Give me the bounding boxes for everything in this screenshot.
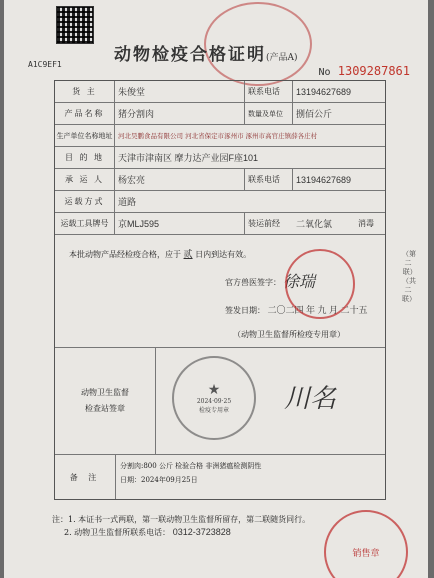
owner-phone-label: 联系电话 [245,81,293,102]
carrier-phone-label: 联系电话 [245,169,293,190]
title-text: 动物检疫合格证明 [114,45,266,65]
vet-signature-label: 官方兽医签字： [225,278,281,287]
copy-indicator: （第二联）（共二联） [402,250,416,303]
supervision-stamp-area [156,348,385,454]
quantity-value: 捌佰公斤 [296,109,333,119]
serial-value: 1309287861 [337,64,410,78]
notes [52,514,310,539]
remarks-line2: 日期：2024年09月25日 [120,476,198,484]
supervision-label [55,348,156,454]
product-row [55,103,385,125]
owner-row [55,81,385,103]
remarks-label: 备 注 [55,455,116,499]
carrier-value: 杨宏亮 [115,169,245,190]
certificate-title [114,40,298,65]
note-line2 [52,526,310,539]
quantity-label: 数量及单位 [245,103,293,124]
vet-signature: 徐瑞 [283,274,316,291]
producer-row [55,125,385,147]
vehicle-label: 运载工具牌号 [55,213,115,234]
checkpoint-stamp [172,356,256,440]
product-label: 产品名称 [55,103,115,124]
carrier-label: 承 运 人 [55,169,115,190]
statement-text-b: 日内到达有效。 [195,250,252,259]
destination-label: 目 的 地 [55,147,115,168]
issue-date-value: 二〇二四 年 九 月 二十五 [267,305,368,315]
statement-line [69,247,251,260]
disinfect-suffix: 消毒 [358,219,374,228]
remarks-section [55,455,385,499]
owner-phone: 13194627689 [296,86,352,97]
disinfect-value: 二氧化氯 [296,219,333,229]
transport-label: 运载方式 [55,191,115,212]
statement-text-a: 本批动物产品经检疫合格，应于 [69,250,181,259]
owner-value: 朱俊堂 [115,81,245,102]
supervision-label-line2: 检查站签章 [85,404,125,413]
note-line1: 注：1. 本证书一式两联，第一联动物卫生监督所留存，第二联随货同行。 [52,515,311,524]
destination-value: 天津市津南区 摩力达产业园F座101 [118,153,259,163]
issue-date-label: 签发日期： [225,306,265,315]
supervision-label-line1: 动物卫生监督 [81,388,129,397]
stamp-text: 检疫专用章 [198,407,229,414]
certificate-page [4,0,428,578]
vehicle-row [55,213,385,235]
vehicle-value: 京MLJ595 [115,213,245,234]
disinfect-label: 装运前经 [248,219,280,228]
product-value: 猪分割肉 [115,103,245,124]
supervision-section [55,348,385,455]
transport-value: 道路 [118,197,137,207]
certificate-form [54,80,386,500]
carrier-phone: 13194627689 [296,174,352,185]
qr-code [56,6,94,44]
sales-stamp [324,510,408,578]
seal-caption: （动物卫生监督所检疫专用章） [233,330,345,339]
title-suffix: (产品A) [266,53,298,63]
contact-phone: 0312-3723828 [172,527,231,537]
quarantine-seal [285,249,355,319]
remarks-line1: 分割肉:800 公斤 检验合格 非洲猪瘟检测阴性 [120,462,262,470]
star-icon: ★ [207,382,221,398]
statement-section [55,235,385,348]
owner-label: 货 主 [55,81,115,102]
inspector-signature: 川名 [284,384,337,413]
producer-value: 河北昊鹏食品有限公司 河北省保定市涿州市 涿州市高官庄镇薛各庄村 [118,132,318,140]
stamp-date: 2024·09·25 [196,398,232,405]
transport-row [55,191,385,213]
note-line2-text: 2. 动物卫生监督所联系电话： [64,528,171,537]
carrier-row [55,169,385,191]
remarks-content [116,455,385,499]
serial-number [318,64,410,78]
destination-row [55,147,385,169]
producer-label: 生产单位名称地址 [55,125,115,146]
sales-stamp-text: 销售章 [352,548,380,559]
statement-days: 贰 [183,249,193,259]
certificate-code: A1C9EF1 [28,60,62,69]
serial-prefix: No [318,67,331,78]
